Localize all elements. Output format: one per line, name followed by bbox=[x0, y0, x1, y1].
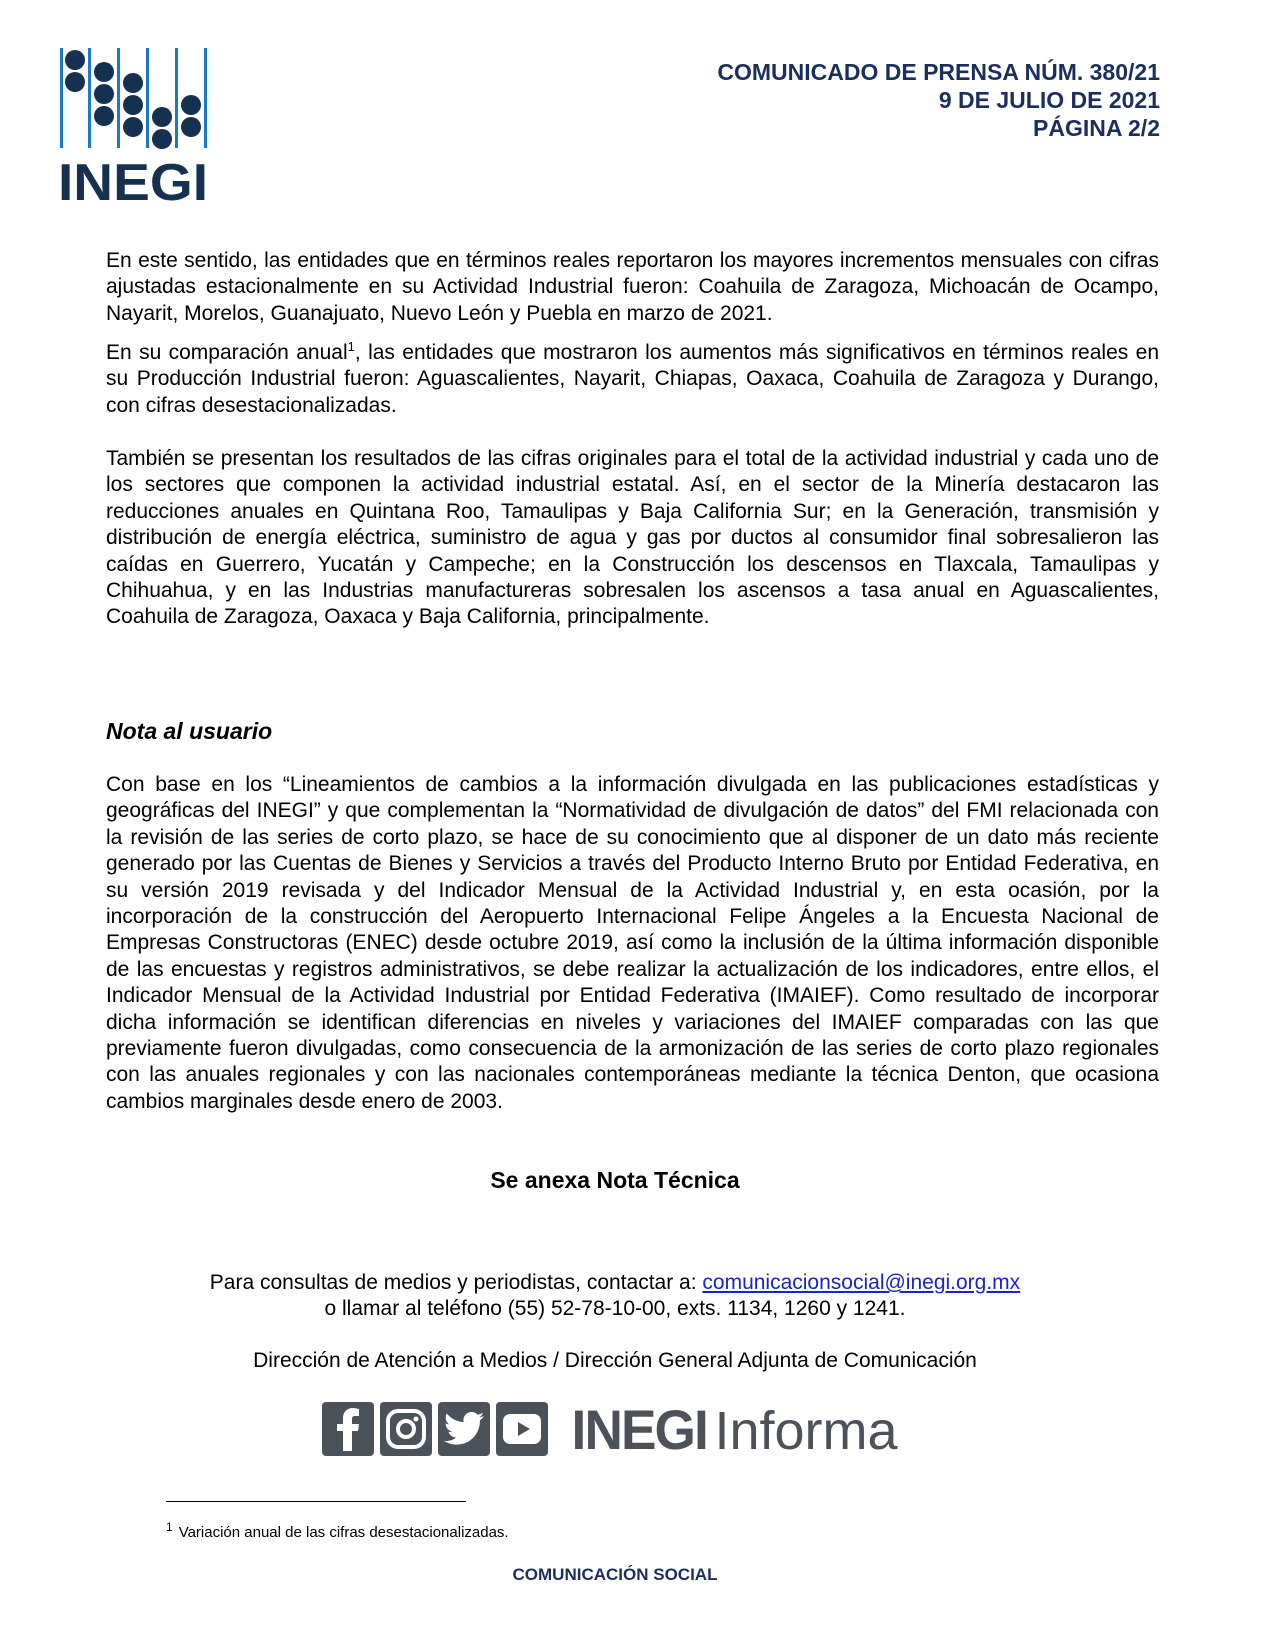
section-title-nota-al-usuario: Nota al usuario bbox=[106, 718, 273, 744]
department-line: Dirección de Atención a Medios / Dirección General Adjunta de Comunicación bbox=[253, 1349, 977, 1372]
footer-comunicacion-social: COMUNICACIÓN SOCIAL bbox=[512, 1565, 718, 1584]
inegi-logo-text: INEGI bbox=[60, 154, 208, 208]
media-contact bbox=[0, 1270, 1230, 1323]
paragraph-text bbox=[106, 340, 1159, 419]
paragraph-annual-comparison bbox=[106, 340, 1159, 419]
inegi-logo bbox=[60, 48, 215, 208]
facebook-icon[interactable] bbox=[322, 1402, 374, 1456]
brand-informa: Informa bbox=[714, 1400, 898, 1461]
footnote-reference[interactable]: 1 bbox=[347, 339, 355, 354]
contact-phone: o llamar al teléfono (55) 52-78-10-00, exts. 1134, 1260 y 1241. bbox=[324, 1297, 906, 1321]
paragraph-text: En este sentido, las entidades que en términos reales reportaron los mayores incrementos mensuales con cifras ajustadas estacionalmente en su Actividad Industrial fueron: Coahuila de Zaragoza, Michoacán de Ocampo, Nayarit, Morelos, Guanajuato, Nuevo León y Puebla en marzo de 2021. bbox=[106, 249, 1159, 325]
paragraph-text: También se presentan los resultados de las cifras originales para el total de la actividad industrial y cada uno de los sectores que componen la actividad industrial estatal. Así, en el sector de la Minería destacaron las reducciones anuales en Quintana Roo, Tamaulipas y Baja California Sur; en la Generación, transmisión y distribución de energía eléctrica, suministro de agua y gas por ductos al consumidor final sobresalieron las caídas en Guerrero, Yucatán y Campeche; en la Construcción los descensos en Tlaxcala, Tamaulipas y Chihuahua, y en las Industrias manufactureras sobresalen los ascensos a tasa anual en Aguascalientes, Coahuila de Zaragoza, Oaxaca y Baja California, principalmente. bbox=[106, 447, 1159, 629]
inegi-informa-brand bbox=[568, 1397, 898, 1462]
twitter-icon[interactable] bbox=[438, 1402, 490, 1456]
footnote-text: Variación anual de las cifras desestacionalizadas. bbox=[178, 1524, 509, 1541]
paragraph-text-part: , las entidades que mostraron los aumentos más significativos en términos reales en su Producción Industrial fueron: Aguascalientes, Nayarit, Chiapas, Oaxaca, Coahuila de Zaragoza y Durango, con cifras desestacionalizadas. bbox=[106, 341, 1159, 417]
footnote-separator bbox=[166, 1501, 466, 1502]
instagram-icon[interactable] bbox=[380, 1402, 432, 1456]
paragraph-text-part: En su comparación anual bbox=[106, 341, 348, 364]
paragraph-original-figures bbox=[106, 446, 1159, 631]
paragraph-monthly-increases bbox=[106, 248, 1159, 327]
contact-email-link[interactable]: comunicacionsocial@inegi.org.mx bbox=[702, 1271, 1021, 1294]
paragraph-nota-al-usuario bbox=[106, 772, 1159, 1115]
social-media-bar bbox=[322, 1397, 898, 1461]
annex-note: Se anexa Nota Técnica bbox=[490, 1167, 740, 1193]
press-release-number: COMUNICADO DE PRENSA NÚM. 380/21 bbox=[717, 59, 1160, 85]
contact-prefix: Para consultas de medios y periodistas, contactar a: bbox=[209, 1271, 703, 1294]
youtube-icon[interactable] bbox=[496, 1402, 548, 1456]
page-number: PÁGINA 2/2 bbox=[1033, 115, 1160, 141]
inegi-logo-mark bbox=[60, 48, 215, 208]
brand-inegi: INEGI bbox=[571, 1397, 707, 1461]
footnote bbox=[166, 1520, 509, 1541]
footnote-number: 1 bbox=[166, 1520, 173, 1534]
press-release-date: 9 DE JULIO DE 2021 bbox=[938, 87, 1160, 113]
press-release-header bbox=[717, 58, 1160, 142]
paragraph-text: Con base en los “Lineamientos de cambios a la información divulgada en las publicaciones estadísticas y geográficas del INEGI” y que complementan la “Normatividad de divulgación de datos” del FMI relacionada con la revisión de las series de corto plazo, se hace de su conocimiento que al disponer de un dato más reciente generado por las Cuentas de Bienes y Servicios a través del Producto Interno Bruto por Entidad Federativa, en su versión 2019 revisada y del Indicador Mensual de la Actividad Industrial y, en esta ocasión, por la incorporación de la construcción del Aeropuerto Internacional Felipe Ángeles a la Encuesta Nacional de Empresas Constructoras (ENEC) desde octubre 2019, así como la inclusión de la última información disponible de las encuestas y registros administrativos, se debe realizar la actualización de los indicadores, entre ellos, el Indicador Mensual de la Actividad Industrial por Entidad Federativa (IMAIEF). Como resultado de incorporar dicha información se identifican diferencias en niveles y variaciones del IMAIEF comparadas con las que previamente fueron divulgadas, como consecuencia de la armonización de las series de corto plazo regionales con las anuales regionales y con las nacionales contemporáneas mediante la técnica Denton, que ocasiona cambios marginales desde enero de 2003. bbox=[106, 773, 1159, 1113]
